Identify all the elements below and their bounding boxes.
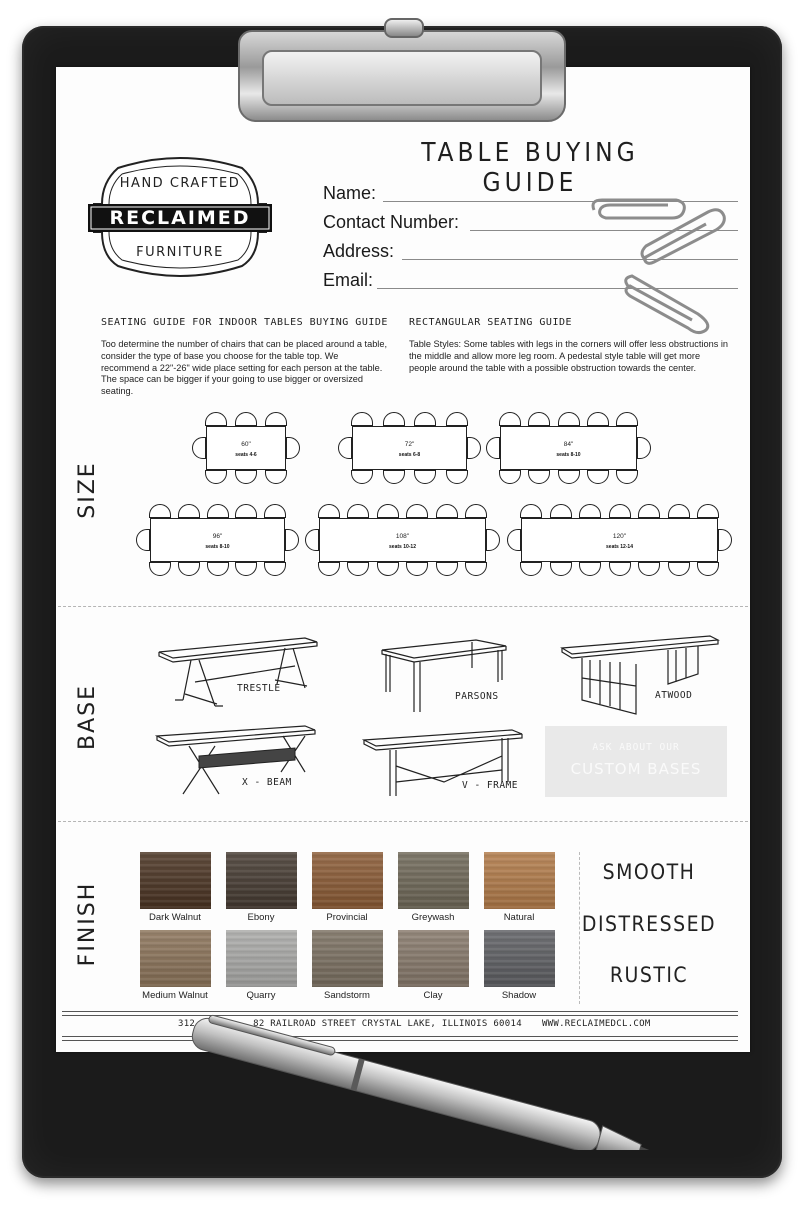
finish-name: Dark Walnut — [149, 912, 201, 923]
chair — [149, 504, 171, 518]
atwood-label: ATWOOD — [655, 690, 693, 701]
chair — [414, 470, 436, 484]
chair — [638, 562, 660, 576]
chair — [178, 504, 200, 518]
table-top — [150, 518, 285, 562]
chair — [318, 562, 340, 576]
chair — [377, 562, 399, 576]
finish-name: Natural — [503, 912, 535, 923]
finish-swatch[interactable] — [312, 852, 383, 909]
chair — [558, 412, 580, 426]
end-chair — [637, 437, 651, 459]
finish-name: Provincial — [326, 912, 368, 923]
finish-name: Shadow — [501, 990, 537, 1001]
finish-swatch[interactable] — [226, 852, 297, 909]
size-table-diagram — [338, 412, 481, 484]
page-title: TABLE BUYING GUIDE — [421, 138, 639, 198]
chair — [446, 470, 468, 484]
seating-guide-heading: SEATING GUIDE FOR INDOOR TABLES BUYING GUIDE — [101, 317, 388, 328]
footer-phone: 312 — [178, 1019, 196, 1029]
chair — [697, 504, 719, 518]
base-section-label: BASE — [75, 684, 100, 751]
chair — [668, 562, 690, 576]
logo-bottom-text: FURNITURE — [136, 245, 224, 260]
size-table-diagram — [486, 412, 651, 484]
paperclip-3 — [626, 276, 708, 333]
chair — [318, 504, 340, 518]
footer-website[interactable]: WWW.RECLAIMEDCL.COM — [541, 1019, 651, 1029]
end-chair — [338, 437, 352, 459]
finish-swatch[interactable] — [226, 930, 297, 987]
size-base-divider — [58, 606, 748, 607]
chair — [347, 504, 369, 518]
chair — [587, 470, 609, 484]
atwood-base-drawing — [560, 634, 720, 720]
chair — [235, 562, 257, 576]
chair — [414, 412, 436, 426]
chair — [616, 412, 638, 426]
chair — [178, 562, 200, 576]
table-top — [521, 518, 718, 562]
chair — [465, 504, 487, 518]
paperclip-group — [588, 196, 738, 336]
table-seats: seats 4-6 — [235, 452, 257, 458]
seating-guide-text: Too determine the number of chairs that can be placed around a table, consider the type of base you choose for the table top. We recommend a 22"-26" wide place setting for each person at the table. The space can be bigger if your going to use bigger or oversized seating. — [101, 339, 388, 397]
chair — [235, 412, 257, 426]
finish-swatch[interactable] — [484, 930, 555, 987]
end-chair — [718, 529, 732, 551]
table-length: 60" — [241, 441, 251, 448]
chair — [520, 562, 542, 576]
rectangular-guide-heading: RECTANGULAR SEATING GUIDE — [409, 317, 573, 328]
table-seats: seats 8-10 — [556, 452, 581, 458]
chair — [616, 470, 638, 484]
contact-number-label: Contact Number: — [323, 212, 460, 232]
chair — [609, 562, 631, 576]
footer-address: 82 RAILROAD STREET CRYSTAL LAKE, ILLINOIS 60014 — [253, 1019, 522, 1029]
trestle-label: TRESTLE — [237, 683, 281, 694]
size-table-diagram — [507, 504, 732, 576]
table-top — [319, 518, 486, 562]
end-chair — [467, 437, 481, 459]
finish-swatch[interactable] — [484, 852, 555, 909]
reclaimed-logo — [88, 152, 272, 280]
chair — [550, 562, 572, 576]
end-chair — [486, 437, 500, 459]
chair — [265, 470, 287, 484]
table-length: 108" — [395, 533, 410, 540]
clip-rivet — [384, 18, 424, 38]
chair — [528, 412, 550, 426]
finish-swatch[interactable] — [140, 930, 211, 987]
chair — [351, 470, 373, 484]
finish-name: Sandstorm — [324, 990, 370, 1001]
chair — [235, 470, 257, 484]
finish-swatch[interactable] — [398, 930, 469, 987]
texture-smooth: SMOOTH — [602, 860, 696, 884]
end-chair — [305, 529, 319, 551]
end-chair — [507, 529, 521, 551]
chair — [235, 504, 257, 518]
table-seats: seats 12-14 — [606, 544, 633, 550]
chair — [558, 470, 580, 484]
table-top — [500, 426, 637, 470]
table-seats: seats 6-8 — [398, 452, 421, 458]
chair — [587, 412, 609, 426]
chair — [205, 470, 227, 484]
pen — [186, 1010, 686, 1150]
chair — [436, 562, 458, 576]
chair — [149, 562, 171, 576]
chair — [406, 504, 428, 518]
chair — [347, 562, 369, 576]
table-length: 120" — [612, 533, 627, 540]
logo-top-text: HAND CRAFTED — [119, 176, 241, 191]
size-table-diagram — [136, 504, 299, 576]
end-chair — [486, 529, 500, 551]
end-chair — [286, 437, 300, 459]
texture-rustic: RUSTIC — [609, 963, 689, 987]
chair — [446, 412, 468, 426]
finish-swatch[interactable] — [140, 852, 211, 909]
chair — [205, 412, 227, 426]
trestle-base-drawing — [155, 634, 325, 714]
chair — [406, 562, 428, 576]
table-length: 72" — [404, 441, 415, 448]
chair — [499, 470, 521, 484]
finish-swatch[interactable] — [398, 852, 469, 909]
size-table-diagram — [192, 412, 300, 484]
custom-bases-title: CUSTOM BASES — [570, 760, 702, 778]
xbeam-label: X - BEAM — [242, 777, 292, 788]
chair — [499, 412, 521, 426]
chair — [638, 504, 660, 518]
email-label: Email: — [323, 270, 374, 290]
table-length: 96" — [212, 533, 223, 540]
end-chair — [285, 529, 299, 551]
chair — [264, 562, 286, 576]
size-section-label: SIZE — [75, 461, 100, 519]
end-chair — [192, 437, 206, 459]
custom-bases-ask: ASK ABOUT OUR — [592, 742, 680, 753]
table-top — [206, 426, 286, 470]
chair — [383, 470, 405, 484]
rectangular-guide-text: Table Styles: Some tables with legs in the corners will offer less obstructions in the middle and allow more leg room. A pedestal style table will get more people around the table with a possible obstruction towards the center. — [409, 339, 728, 373]
chair — [436, 504, 458, 518]
chair — [265, 412, 287, 426]
xbeam-base-drawing — [155, 722, 320, 802]
paperclip-1 — [593, 200, 684, 218]
finish-name: Ebony — [247, 912, 275, 923]
chair — [520, 504, 542, 518]
chair — [579, 504, 601, 518]
logo-main-text: RECLAIMED — [109, 207, 251, 229]
chair — [579, 562, 601, 576]
vframe-label: V - FRAME — [462, 780, 518, 791]
chair — [264, 504, 286, 518]
table-seats: seats 10-12 — [389, 544, 416, 550]
chair — [668, 504, 690, 518]
finish-name: Medium Walnut — [142, 990, 208, 1001]
chair — [609, 504, 631, 518]
finish-name: Quarry — [246, 990, 276, 1001]
chair — [528, 470, 550, 484]
table-seats: seats 8-10 — [205, 544, 230, 550]
table-length: 84" — [563, 441, 574, 448]
finish-name: Clay — [423, 990, 443, 1001]
finish-section-label: FINISH — [75, 881, 100, 967]
table-top — [352, 426, 467, 470]
end-chair — [136, 529, 150, 551]
finish-name: Greywash — [411, 912, 455, 923]
finish-swatch[interactable] — [312, 930, 383, 987]
texture-distressed: DISTRESSED — [581, 912, 717, 936]
chair — [207, 504, 229, 518]
chair — [351, 412, 373, 426]
base-finish-divider — [58, 821, 748, 822]
clip-window — [262, 50, 542, 106]
parsons-label: PARSONS — [455, 691, 499, 702]
size-table-diagram — [305, 504, 500, 576]
chair — [383, 412, 405, 426]
chair — [207, 562, 229, 576]
chair — [465, 562, 487, 576]
address-label: Address: — [323, 241, 395, 261]
chair — [697, 562, 719, 576]
name-label: Name: — [323, 183, 377, 203]
chair — [550, 504, 572, 518]
chair — [377, 504, 399, 518]
parsons-base-drawing — [380, 636, 510, 716]
